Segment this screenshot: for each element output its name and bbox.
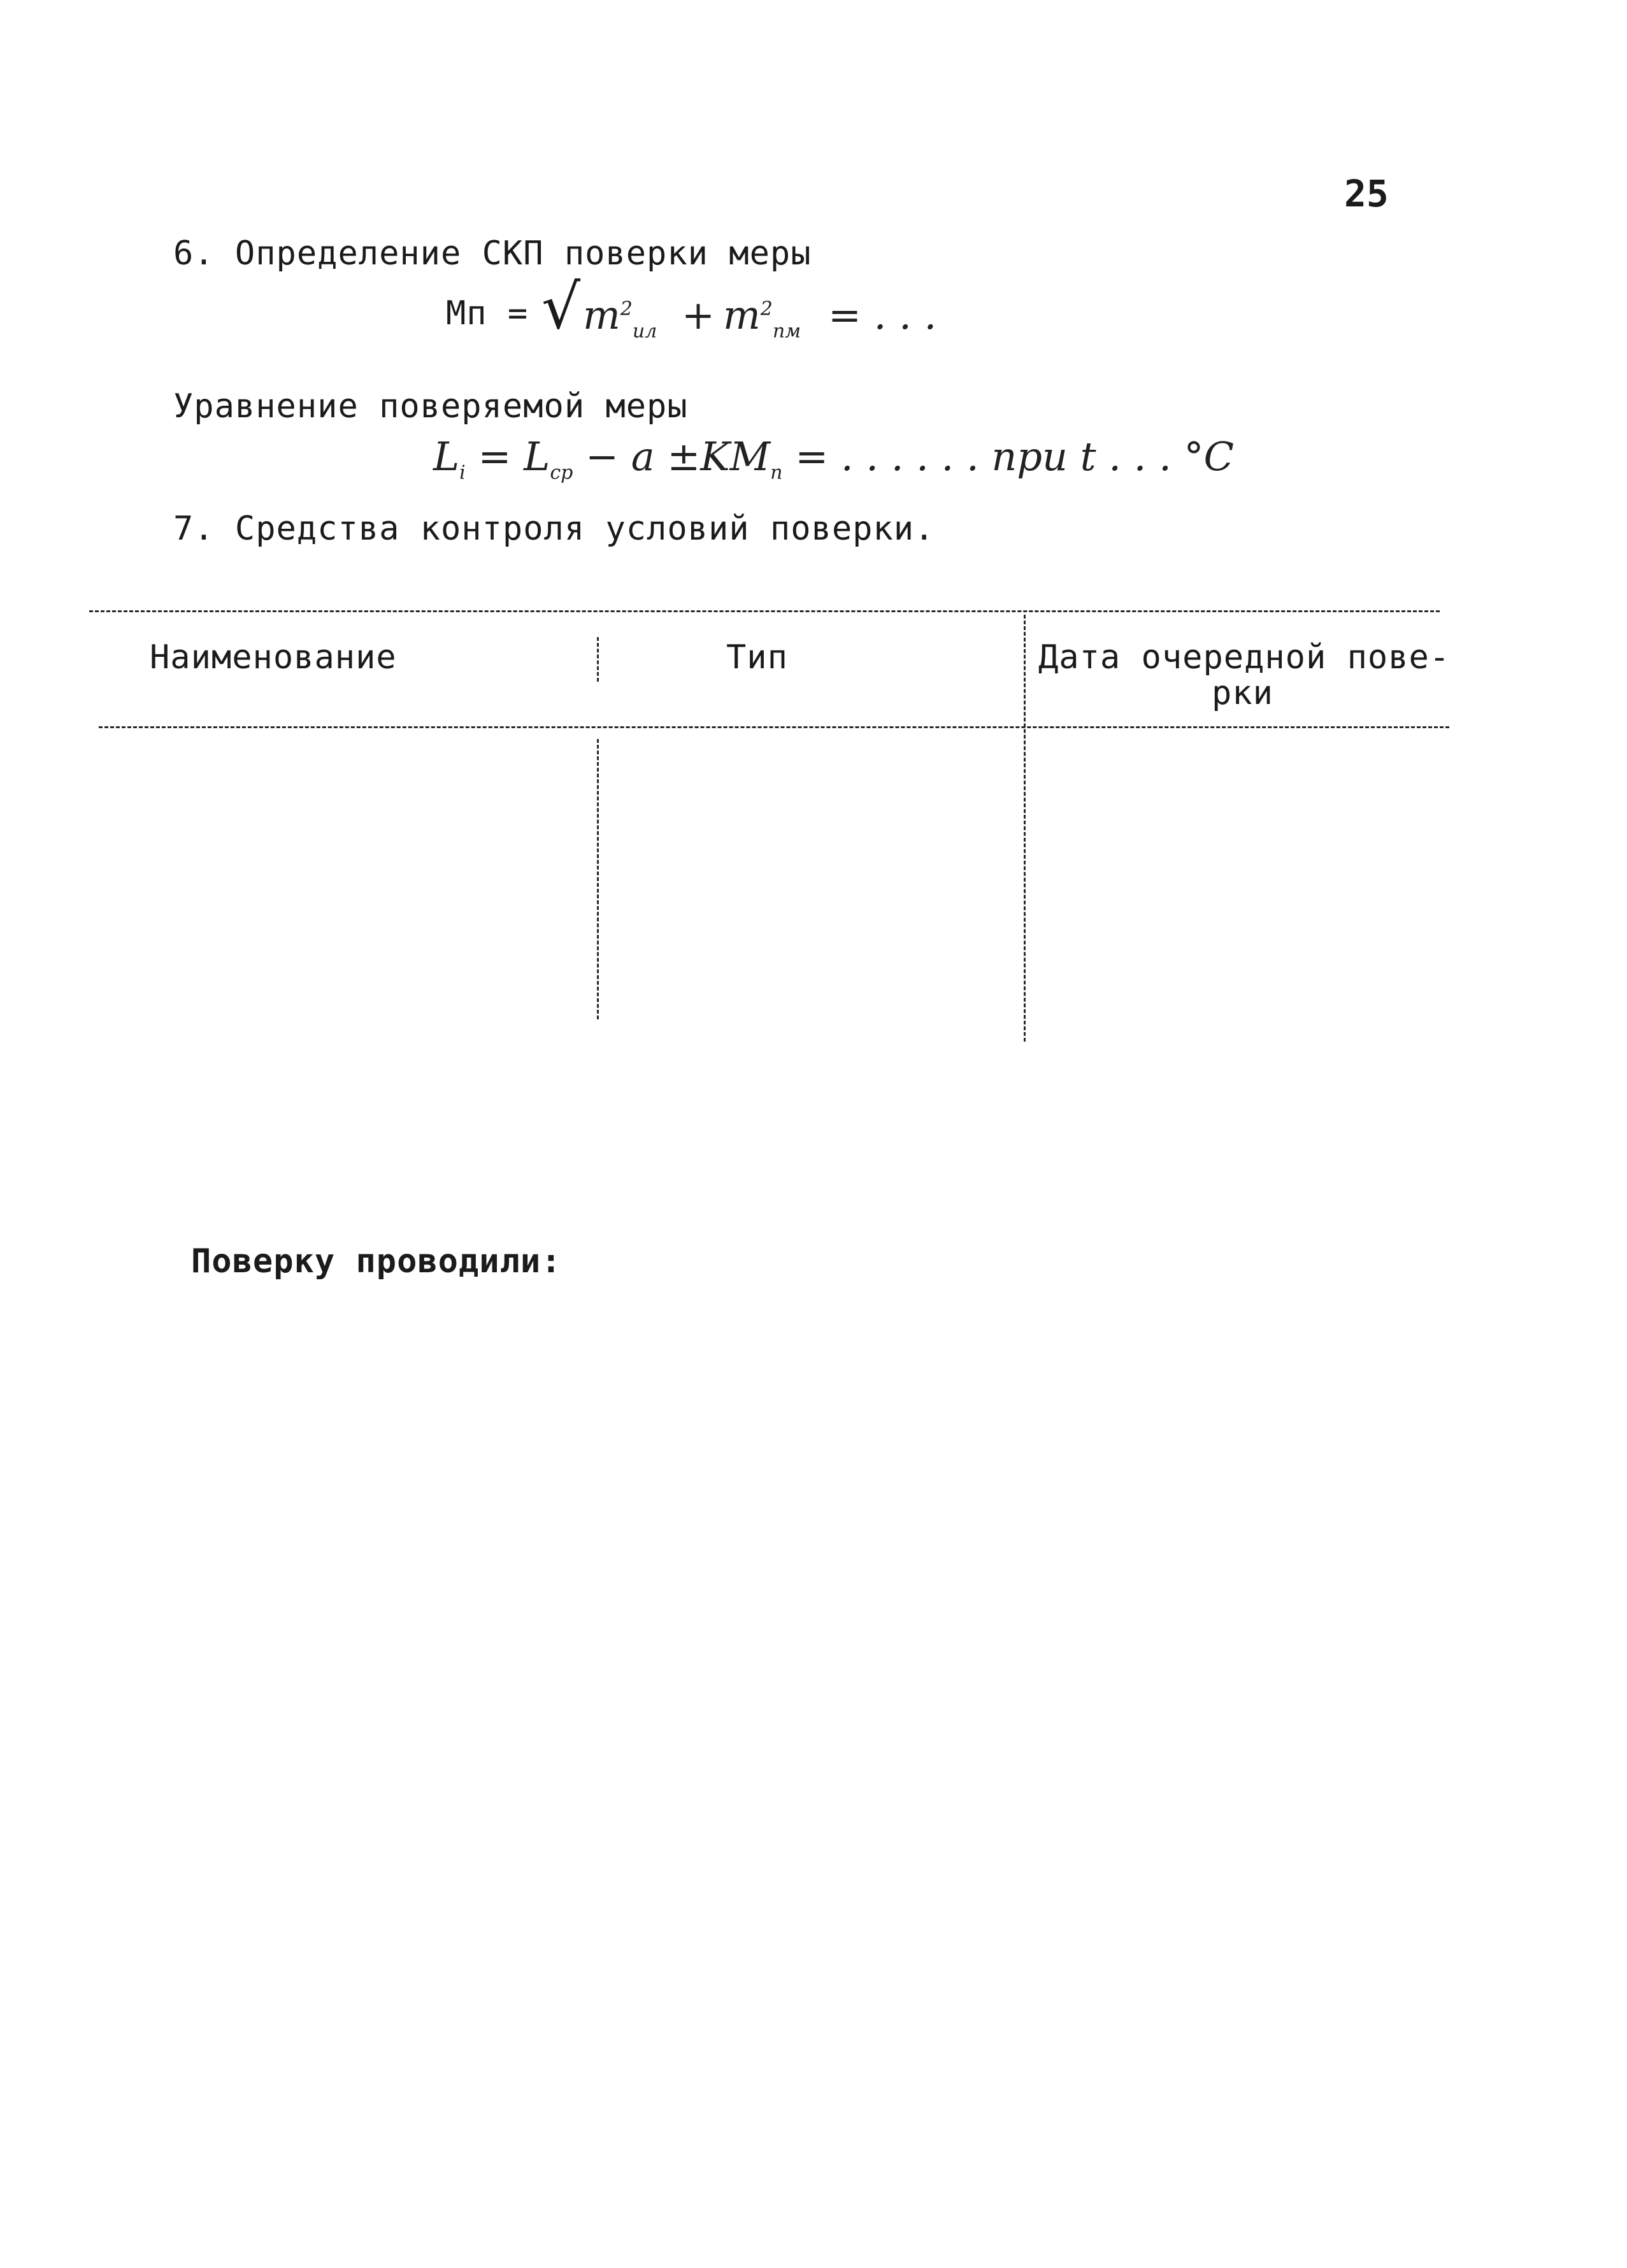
column-header-name: Наименование	[150, 638, 397, 677]
page-number: 25	[1344, 172, 1389, 215]
conducted-by-label: Поверку проводили:	[191, 1242, 562, 1281]
column-divider-1	[597, 739, 599, 1019]
column-header-date-line2: рки	[1212, 674, 1273, 712]
column-divider-2	[1024, 615, 1026, 1042]
formula-lhs: Мп =	[446, 294, 529, 333]
formula-tail: = . . .	[828, 292, 937, 338]
column-header-type: Тип	[726, 638, 788, 677]
formula-term-2: $m^2_{пм}$	[723, 292, 801, 343]
section-6-heading: 6. Определение СКП поверки меры	[173, 234, 812, 273]
table-header-rule	[99, 726, 1449, 728]
equation-label: Уравнение поверяемой меры	[173, 387, 688, 426]
sqrt-sign: √	[541, 271, 581, 343]
section-7-heading: 7. Средства контроля условий поверки.	[173, 510, 935, 548]
formula-term-1: $m^2_{ил}$	[583, 292, 657, 343]
column-header-date-line1: Дата очередной пове-	[1038, 638, 1451, 677]
column-divider-1-header	[597, 637, 599, 682]
formula-plus: +	[682, 292, 715, 338]
table-top-rule	[89, 610, 1440, 612]
measure-equation: $L_i = L_{ср} - a \pm KM_п$ = . . . . . . при t . . . °С	[433, 433, 1234, 484]
